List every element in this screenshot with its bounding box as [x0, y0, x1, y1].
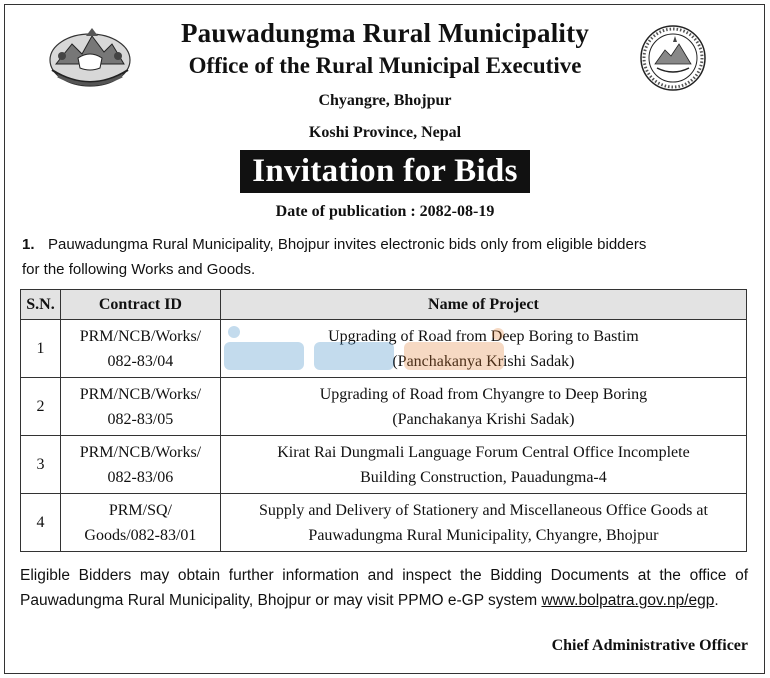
- footer-paragraph: [20, 563, 748, 613]
- row-sn: 2: [21, 378, 61, 436]
- invitation-banner: Invitation for Bids: [240, 150, 529, 193]
- office-name: Office of the Rural Municipal Executive: [188, 53, 582, 78]
- header-sn: S.N.: [21, 290, 61, 320]
- egp-link[interactable]: www.bolpatra.gov.np/egp: [541, 592, 715, 609]
- address-line-1: Chyangre, Bhojpur: [318, 92, 452, 109]
- table-row: [21, 320, 747, 378]
- footer-text: Eligible Bidders may obtain further information and inspect the Bidding Documents at the office of Pauwadungma Rural Municipality, Bhojpur or may visit PPMO e-GP system: [20, 567, 748, 609]
- row-contract-id: PRM/NCB/Works/ 082-83/05: [60, 378, 220, 436]
- row-project-name: Supply and Delivery of Stationery and Miscellaneous Office Goods at Pauwadungma Rural Municipality, Chyangre, Bhojpur: [220, 494, 746, 552]
- row-contract-id: PRM/SQ/ Goods/082-83/01: [60, 494, 220, 552]
- header-contract-id: Contract ID: [60, 290, 220, 320]
- banner-wrapper: [0, 150, 770, 193]
- header-project-name: Name of Project: [220, 290, 746, 320]
- row-contract-id: PRM/NCB/Works/ 082-83/04: [60, 320, 220, 378]
- table-row: [21, 494, 747, 552]
- intro-number: 1.: [22, 236, 35, 253]
- row-sn: 1: [21, 320, 61, 378]
- row-sn: 3: [21, 436, 61, 494]
- signature: Chief Administrative Officer: [551, 637, 748, 654]
- bids-table: [20, 289, 747, 552]
- address-line-2: Koshi Province, Nepal: [308, 124, 462, 141]
- intro-paragraph: [22, 232, 748, 282]
- publication-date: Date of publication : 2082-08-19: [275, 203, 495, 220]
- row-project-name: Upgrading of Road from Deep Boring to Bastim (Panchakanya Krishi Sadak): [220, 320, 746, 378]
- row-sn: 4: [21, 494, 61, 552]
- intro-text-line-1: Pauwadungma Rural Municipality, Bhojpur invites electronic bids only from eligible bidders: [48, 236, 647, 253]
- footer-end: .: [714, 592, 719, 609]
- row-project-name: Kirat Rai Dungmali Language Forum Central Office Incomplete Building Construction, Pauadungma-4: [220, 436, 746, 494]
- intro-text-line-2: for the following Works and Goods.: [22, 261, 256, 278]
- table-row: [21, 378, 747, 436]
- table-header-row: [21, 290, 747, 320]
- row-project-name: Upgrading of Road from Chyangre to Deep Boring (Panchakanya Krishi Sadak): [220, 378, 746, 436]
- table-row: [21, 436, 747, 494]
- row-contract-id: PRM/NCB/Works/ 082-83/06: [60, 436, 220, 494]
- municipality-name: Pauwadungma Rural Municipality: [180, 18, 590, 48]
